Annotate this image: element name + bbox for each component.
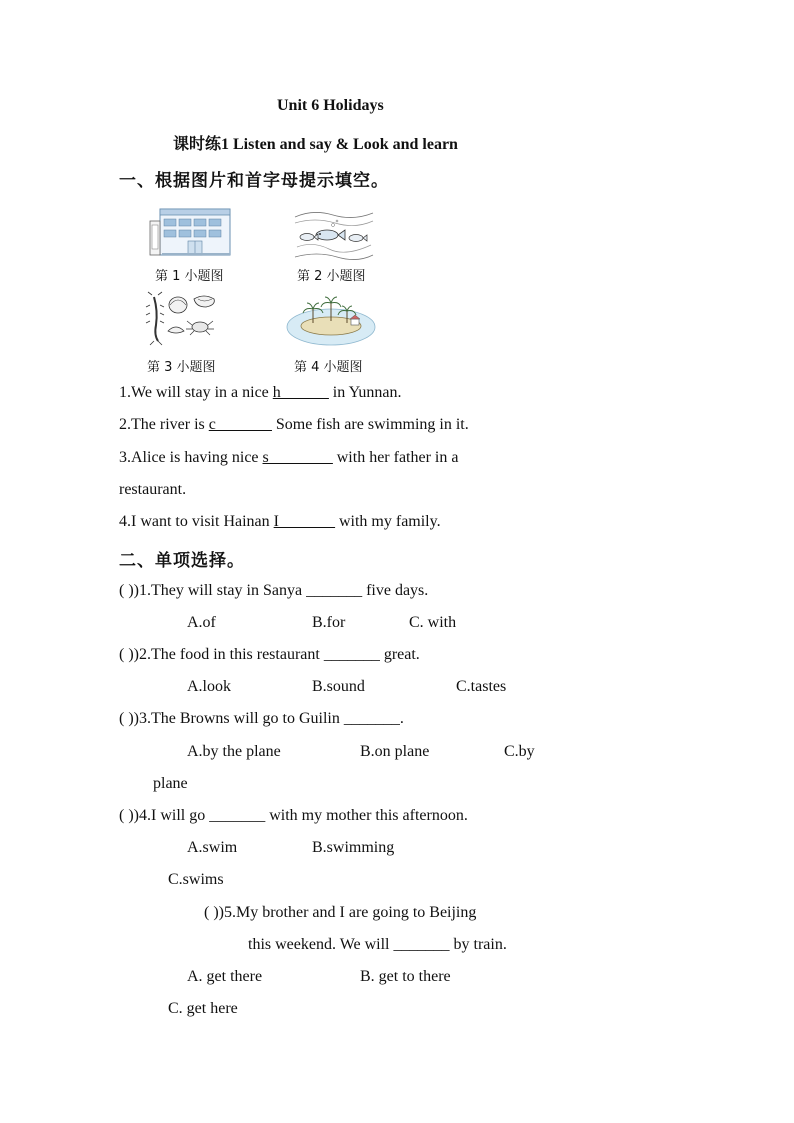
option-a: A.swim bbox=[187, 839, 238, 856]
choice-question-2 bbox=[119, 646, 420, 664]
option-b: B.for bbox=[312, 614, 346, 631]
option-a: A.of bbox=[187, 614, 216, 631]
question-stem: )5.My brother and I are going to Beijing bbox=[218, 904, 477, 921]
question-text: with my family. bbox=[334, 513, 441, 530]
fill-question-3 bbox=[119, 449, 458, 467]
option-a: A. get there bbox=[187, 968, 263, 985]
option-c: C.tastes bbox=[456, 678, 507, 695]
hotel-icon bbox=[148, 207, 234, 257]
answer-bracket[interactable]: ( ) bbox=[119, 807, 134, 824]
lesson-title: 课时练1 Listen and say & Look and learn bbox=[173, 136, 458, 153]
option-b: B.sound bbox=[312, 678, 365, 695]
question-stem: )2.The food in this restaurant _______ great. bbox=[133, 646, 420, 663]
answer-blank[interactable]: I_______ bbox=[273, 513, 335, 530]
option-a: A.by the plane bbox=[187, 743, 281, 760]
question-stem: )4.I will go _______ with my mother this afternoon. bbox=[133, 807, 468, 824]
fill-question-4 bbox=[119, 513, 441, 531]
option-c: C.swims bbox=[168, 871, 224, 888]
option-a: A.look bbox=[187, 678, 231, 695]
option-c: C. get here bbox=[168, 1000, 238, 1017]
answer-blank[interactable]: h______ bbox=[272, 384, 329, 401]
caption-4: 第 4 小题图 bbox=[294, 360, 363, 375]
choice-question-4 bbox=[119, 807, 468, 825]
caption-3: 第 3 小题图 bbox=[147, 360, 216, 375]
island-icon bbox=[285, 293, 377, 349]
question-text: Some fish are swimming in it. bbox=[271, 416, 469, 433]
seafood-icon bbox=[144, 291, 220, 347]
river-fish-icon bbox=[293, 207, 375, 263]
answer-bracket[interactable]: ( ) bbox=[204, 904, 219, 921]
question-text: in Yunnan. bbox=[328, 384, 402, 401]
question-text: 3.Alice is having nice bbox=[119, 449, 263, 466]
option-b: B. get to there bbox=[360, 968, 451, 985]
question-stem: )1.They will stay in Sanya _______ five days. bbox=[133, 582, 429, 599]
question-text: with her father in a bbox=[332, 449, 459, 466]
fill-question-1 bbox=[119, 384, 402, 402]
answer-bracket[interactable]: ( ) bbox=[119, 582, 134, 599]
answer-bracket[interactable]: ( ) bbox=[119, 646, 134, 663]
choice-question-1 bbox=[119, 582, 428, 600]
fill-question-3-continued: restaurant. bbox=[119, 481, 187, 498]
question-stem-continued: this weekend. We will _______ by train. bbox=[248, 936, 507, 953]
option-c-continued: plane bbox=[153, 775, 188, 792]
question-stem: )3.The Browns will go to Guilin _______. bbox=[133, 710, 404, 727]
caption-1: 第 1 小题图 bbox=[155, 269, 224, 284]
answer-blank[interactable]: c_______ bbox=[208, 416, 272, 433]
option-b: B.on plane bbox=[360, 743, 430, 760]
choice-question-3 bbox=[119, 710, 404, 728]
unit-title: Unit 6 Holidays bbox=[277, 97, 384, 114]
choice-question-5 bbox=[204, 904, 476, 922]
option-b: B.swimming bbox=[312, 839, 395, 856]
option-c: C. with bbox=[409, 614, 457, 631]
caption-2: 第 2 小题图 bbox=[297, 269, 366, 284]
option-c: C.by bbox=[504, 743, 535, 760]
question-text: 2.The river is bbox=[119, 416, 209, 433]
answer-blank[interactable]: s________ bbox=[262, 449, 333, 466]
section2-heading: 二、单项选择。 bbox=[119, 551, 245, 571]
answer-bracket[interactable]: ( ) bbox=[119, 710, 134, 727]
fill-question-2 bbox=[119, 416, 469, 434]
question-text: 1.We will stay in a nice bbox=[119, 384, 273, 401]
question-text: 4.I want to visit Hainan bbox=[119, 513, 274, 530]
section1-heading: 一、根据图片和首字母提示填空。 bbox=[119, 171, 389, 191]
